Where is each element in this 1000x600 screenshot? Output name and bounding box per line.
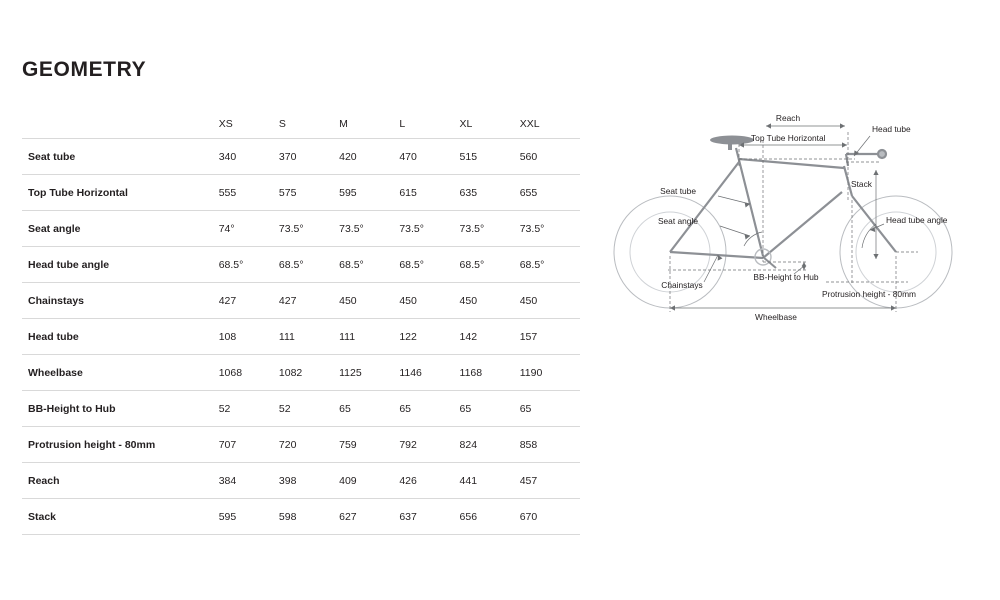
bike-geometry-diagram — [608, 96, 990, 346]
cell-value: 635 — [460, 175, 520, 211]
cell-value: 65 — [460, 391, 520, 427]
table-row — [22, 175, 580, 211]
cell-value: 720 — [279, 427, 339, 463]
cell-value: 759 — [339, 427, 399, 463]
cell-value: 1190 — [520, 355, 580, 391]
cell-value: 420 — [339, 139, 399, 175]
cell-value: 615 — [399, 175, 459, 211]
diagram-label-seat-angle: Seat angle — [657, 216, 698, 226]
table-row — [22, 139, 580, 175]
diagram-label-stack: Stack — [851, 179, 872, 189]
cell-value: 450 — [520, 283, 580, 319]
cell-value: 470 — [399, 139, 459, 175]
cell-value: 637 — [399, 499, 459, 535]
row-label: Head tube — [22, 319, 219, 355]
diagram-label-chainstays: Chainstays — [661, 280, 703, 290]
cell-value: 1068 — [219, 355, 279, 391]
column-header-l: L — [399, 110, 459, 139]
cell-value: 1082 — [279, 355, 339, 391]
cell-value: 670 — [520, 499, 580, 535]
cell-value: 792 — [399, 427, 459, 463]
table-row — [22, 211, 580, 247]
cell-value: 73.5° — [399, 211, 459, 247]
diagram-label-bb-height-to-hub: BB-Height to Hub — [753, 272, 819, 282]
saddle — [710, 136, 754, 151]
row-label: BB-Height to Hub — [22, 391, 219, 427]
diagram-label-head-tube: Head tube — [872, 124, 911, 134]
row-label: Protrusion height - 80mm — [22, 427, 219, 463]
column-header-xs: XS — [219, 110, 279, 139]
cell-value: 384 — [219, 463, 279, 499]
cell-value: 824 — [460, 427, 520, 463]
table-row — [22, 283, 580, 319]
cell-value: 68.5° — [279, 247, 339, 283]
cell-value: 441 — [460, 463, 520, 499]
cell-value: 1146 — [399, 355, 459, 391]
table-corner-header — [22, 110, 219, 139]
cell-value: 68.5° — [219, 247, 279, 283]
cell-value: 68.5° — [339, 247, 399, 283]
cell-value: 427 — [219, 283, 279, 319]
column-header-s: S — [279, 110, 339, 139]
cell-value: 450 — [339, 283, 399, 319]
cell-value: 65 — [520, 391, 580, 427]
diagram-label-top-tube-horizontal: Top Tube Horizontal — [751, 133, 826, 143]
cell-value: 655 — [520, 175, 580, 211]
cell-value: 515 — [460, 139, 520, 175]
cell-value: 157 — [520, 319, 580, 355]
cell-value: 52 — [279, 391, 339, 427]
cell-value: 65 — [399, 391, 459, 427]
page-title: GEOMETRY — [22, 58, 147, 81]
diagram-label-reach: Reach — [775, 113, 801, 123]
cell-value: 73.5° — [339, 211, 399, 247]
row-label: Stack — [22, 499, 219, 535]
row-label: Top Tube Horizontal — [22, 175, 219, 211]
cell-value: 111 — [339, 319, 399, 355]
table-body — [22, 139, 580, 535]
table-row — [22, 427, 580, 463]
column-header-xl: XL — [460, 110, 520, 139]
handlebar — [846, 150, 886, 166]
cell-value: 450 — [460, 283, 520, 319]
cell-value: 707 — [219, 427, 279, 463]
cell-value: 595 — [339, 175, 399, 211]
table-row — [22, 319, 580, 355]
table-header — [22, 110, 580, 139]
geometry-table — [22, 110, 580, 535]
table-row — [22, 247, 580, 283]
frame-outline — [670, 148, 896, 258]
cell-value: 656 — [460, 499, 520, 535]
diagram-label-seat-tube: Seat tube — [660, 186, 696, 196]
table-header-row — [22, 110, 580, 139]
cell-value: 595 — [219, 499, 279, 535]
cell-value: 575 — [279, 175, 339, 211]
cell-value: 108 — [219, 319, 279, 355]
table-row — [22, 355, 580, 391]
cell-value: 426 — [399, 463, 459, 499]
cell-value: 68.5° — [520, 247, 580, 283]
diagram-label-head-tube-angle: Head tube angle — [886, 215, 948, 225]
cell-value: 52 — [219, 391, 279, 427]
cell-value: 627 — [339, 499, 399, 535]
cell-value: 457 — [520, 463, 580, 499]
cell-value: 450 — [399, 283, 459, 319]
cell-value: 1168 — [460, 355, 520, 391]
cell-value: 73.5° — [460, 211, 520, 247]
table-row — [22, 463, 580, 499]
diagram-label-protrusion-height: Protrusion height - 80mm — [822, 289, 917, 299]
cell-value: 68.5° — [399, 247, 459, 283]
column-header-xxl: XXL — [520, 110, 580, 139]
cell-value: 409 — [339, 463, 399, 499]
cell-value: 74° — [219, 211, 279, 247]
geometry-table-wrapper — [22, 110, 580, 535]
row-label: Wheelbase — [22, 355, 219, 391]
cell-value: 370 — [279, 139, 339, 175]
cell-value: 142 — [460, 319, 520, 355]
cell-value: 555 — [219, 175, 279, 211]
cell-value: 598 — [279, 499, 339, 535]
cell-value: 427 — [279, 283, 339, 319]
cell-value: 340 — [219, 139, 279, 175]
cell-value: 398 — [279, 463, 339, 499]
cell-value: 122 — [399, 319, 459, 355]
cell-value: 560 — [520, 139, 580, 175]
row-label: Chainstays — [22, 283, 219, 319]
cell-value: 73.5° — [279, 211, 339, 247]
row-label: Reach — [22, 463, 219, 499]
cell-value: 68.5° — [460, 247, 520, 283]
row-label: Head tube angle — [22, 247, 219, 283]
row-label: Seat tube — [22, 139, 219, 175]
cell-value: 1125 — [339, 355, 399, 391]
cell-value: 858 — [520, 427, 580, 463]
table-row — [22, 499, 580, 535]
cell-value: 73.5° — [520, 211, 580, 247]
cell-value: 111 — [279, 319, 339, 355]
row-label: Seat angle — [22, 211, 219, 247]
cell-value: 65 — [339, 391, 399, 427]
table-row — [22, 391, 580, 427]
diagram-label-wheelbase: Wheelbase — [755, 312, 797, 322]
column-header-m: M — [339, 110, 399, 139]
